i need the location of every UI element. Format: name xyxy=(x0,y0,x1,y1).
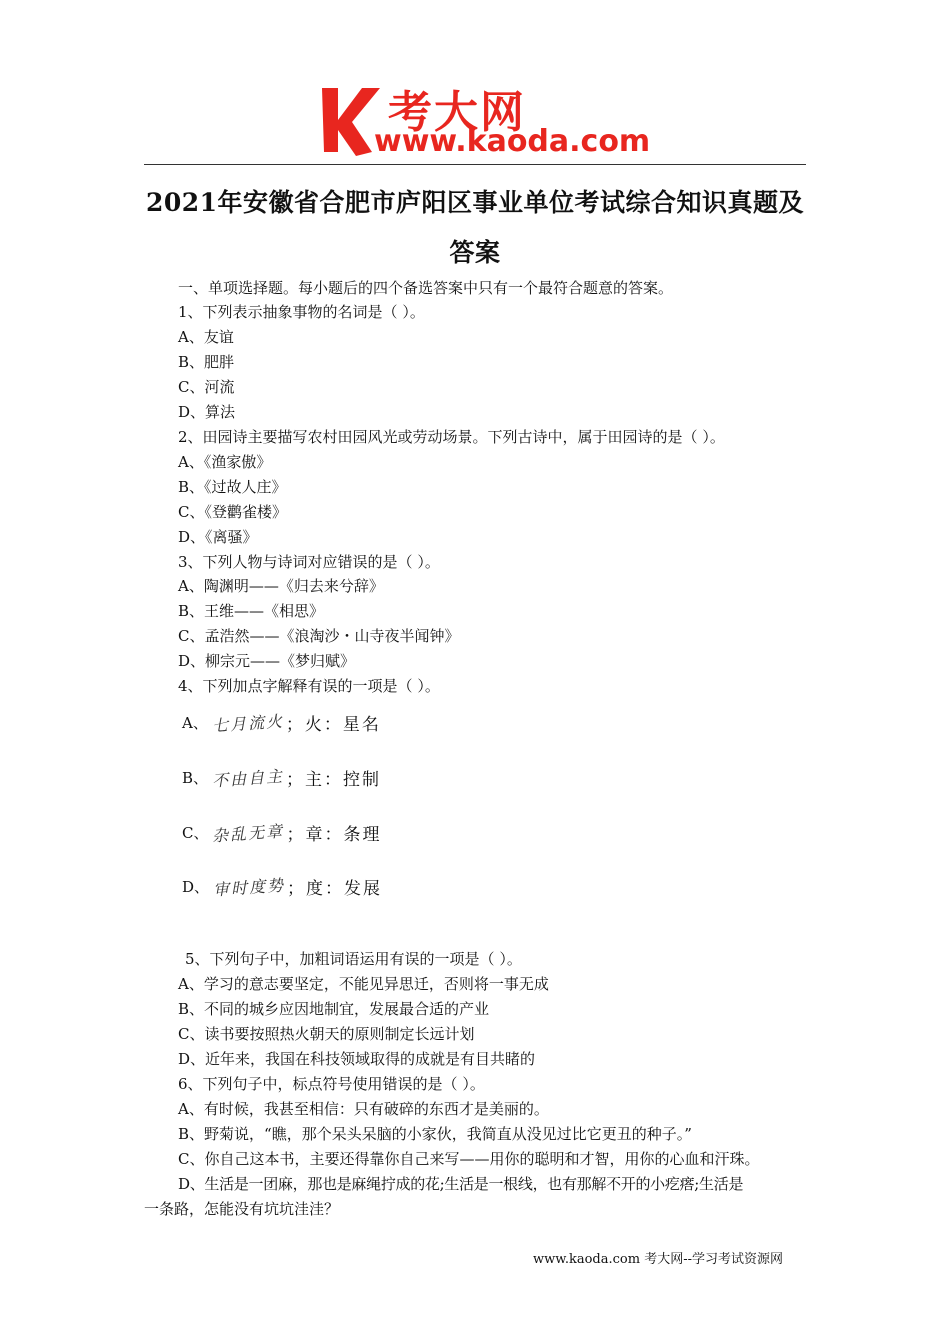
question-2-option-a: A、《渔家傲》 xyxy=(178,453,272,471)
option-label: B、 xyxy=(182,768,209,787)
question-2-option-d: D、《离骚》 xyxy=(178,528,258,546)
question-3-option-c: C、孟浩然——《浪淘沙・山寺夜半闻钟》 xyxy=(178,627,460,645)
question-1-option-c: C、河流 xyxy=(178,378,235,396)
logo-brand-text: 考大网 xyxy=(388,87,526,138)
option-label: A、 xyxy=(182,713,208,732)
kaoda-logo xyxy=(316,80,651,160)
page-title-line1: 2021年安徽省合肥市庐阳区事业单位考试综合知识真题及 xyxy=(145,188,805,217)
question-6-option-d: D、生活是一团麻，那也是麻绳拧成的花;生活是一根线，也有那解不开的小疙瘩;生活是 xyxy=(178,1175,744,1193)
header-divider xyxy=(144,164,806,165)
question-6-option-b: B、野菊说，“瞧，那个呆头呆脑的小家伙，我简直从没见过比它更丑的种子。” xyxy=(178,1125,692,1143)
handwritten-phrase: 杂乱无章 xyxy=(211,821,286,845)
question-3-option-d: D、柳宗元——《梦归赋》 xyxy=(178,652,356,670)
page-title-line2: 答案 xyxy=(449,238,501,267)
question-5-option-c: C、读书要按照热火朝天的原则制定长远计划 xyxy=(178,1025,475,1043)
section-intro: 一、单项选择题。每小题后的四个备选答案中只有一个最符合题意的答案。 xyxy=(178,279,674,297)
option-explanation: ；火：星名 xyxy=(285,714,381,735)
question-1-option-a: A、友谊 xyxy=(178,328,234,346)
question-4-option-b xyxy=(182,760,381,794)
question-1-stem: 1、下列表示抽象事物的名词是（ ）。 xyxy=(178,303,425,321)
question-5-option-d: D、近年来，我国在科技领域取得的成就是有目共睹的 xyxy=(178,1050,536,1068)
question-2-option-c: C、《登鹳雀楼》 xyxy=(178,503,287,521)
page-footer: www.kaoda.com 考大网--学习考试资源网 xyxy=(533,1252,783,1267)
question-1-option-d: D、算法 xyxy=(178,403,236,421)
question-6-stem: 6、下列句子中，标点符号使用错误的是（ ）。 xyxy=(178,1075,485,1093)
question-4-option-c xyxy=(182,815,382,849)
question-6-option-a: A、有时候，我甚至相信：只有破碎的东西才是美丽的。 xyxy=(178,1100,549,1118)
question-2-option-b: B、《过故人庄》 xyxy=(178,478,287,496)
option-explanation: ；章：条理 xyxy=(286,824,382,845)
question-3-stem: 3、下列人物与诗词对应错误的是（ ）。 xyxy=(178,553,440,571)
question-3-option-a: A、陶渊明——《归去来兮辞》 xyxy=(178,577,384,595)
question-3-option-b: B、王维——《相思》 xyxy=(178,602,325,620)
question-5-option-b: B、不同的城乡应因地制宜，发展最合适的产业 xyxy=(178,1000,490,1018)
question-6-option-c: C、你自己这本书，主要还得靠你自己来写——用你的聪明和才智，用你的心血和汗珠。 xyxy=(178,1150,760,1168)
question-1-option-b: B、肥胖 xyxy=(178,353,235,371)
option-label: C、 xyxy=(182,823,209,842)
handwritten-phrase: 审时度势 xyxy=(212,875,286,899)
option-explanation: ；度：发展 xyxy=(287,878,383,899)
question-5-stem: 5、下列句子中，加粗词语运用有误的一项是（ ）。 xyxy=(185,950,522,968)
question-6-option-d-continuation: 一条路，怎能没有坑坑洼洼？ xyxy=(144,1200,340,1218)
question-2-stem: 2、田园诗主要描写农村田园风光或劳动场景。下列古诗中，属于田园诗的是（ ）。 xyxy=(178,428,725,446)
option-explanation: ；主：控制 xyxy=(286,769,382,790)
question-4-option-a xyxy=(182,705,381,739)
question-4-stem: 4、下列加点字解释有误的一项是（ ）。 xyxy=(178,677,440,695)
question-5-option-a: A、学习的意志要坚定，不能见异思迁，否则将一事无成 xyxy=(178,975,549,993)
question-4-option-d xyxy=(182,869,382,903)
handwritten-phrase: 不由自主 xyxy=(211,766,285,790)
handwritten-phrase: 七月流火 xyxy=(211,711,285,735)
option-label: D、 xyxy=(182,877,210,896)
logo-url-text: www.kaoda.com xyxy=(374,124,651,159)
